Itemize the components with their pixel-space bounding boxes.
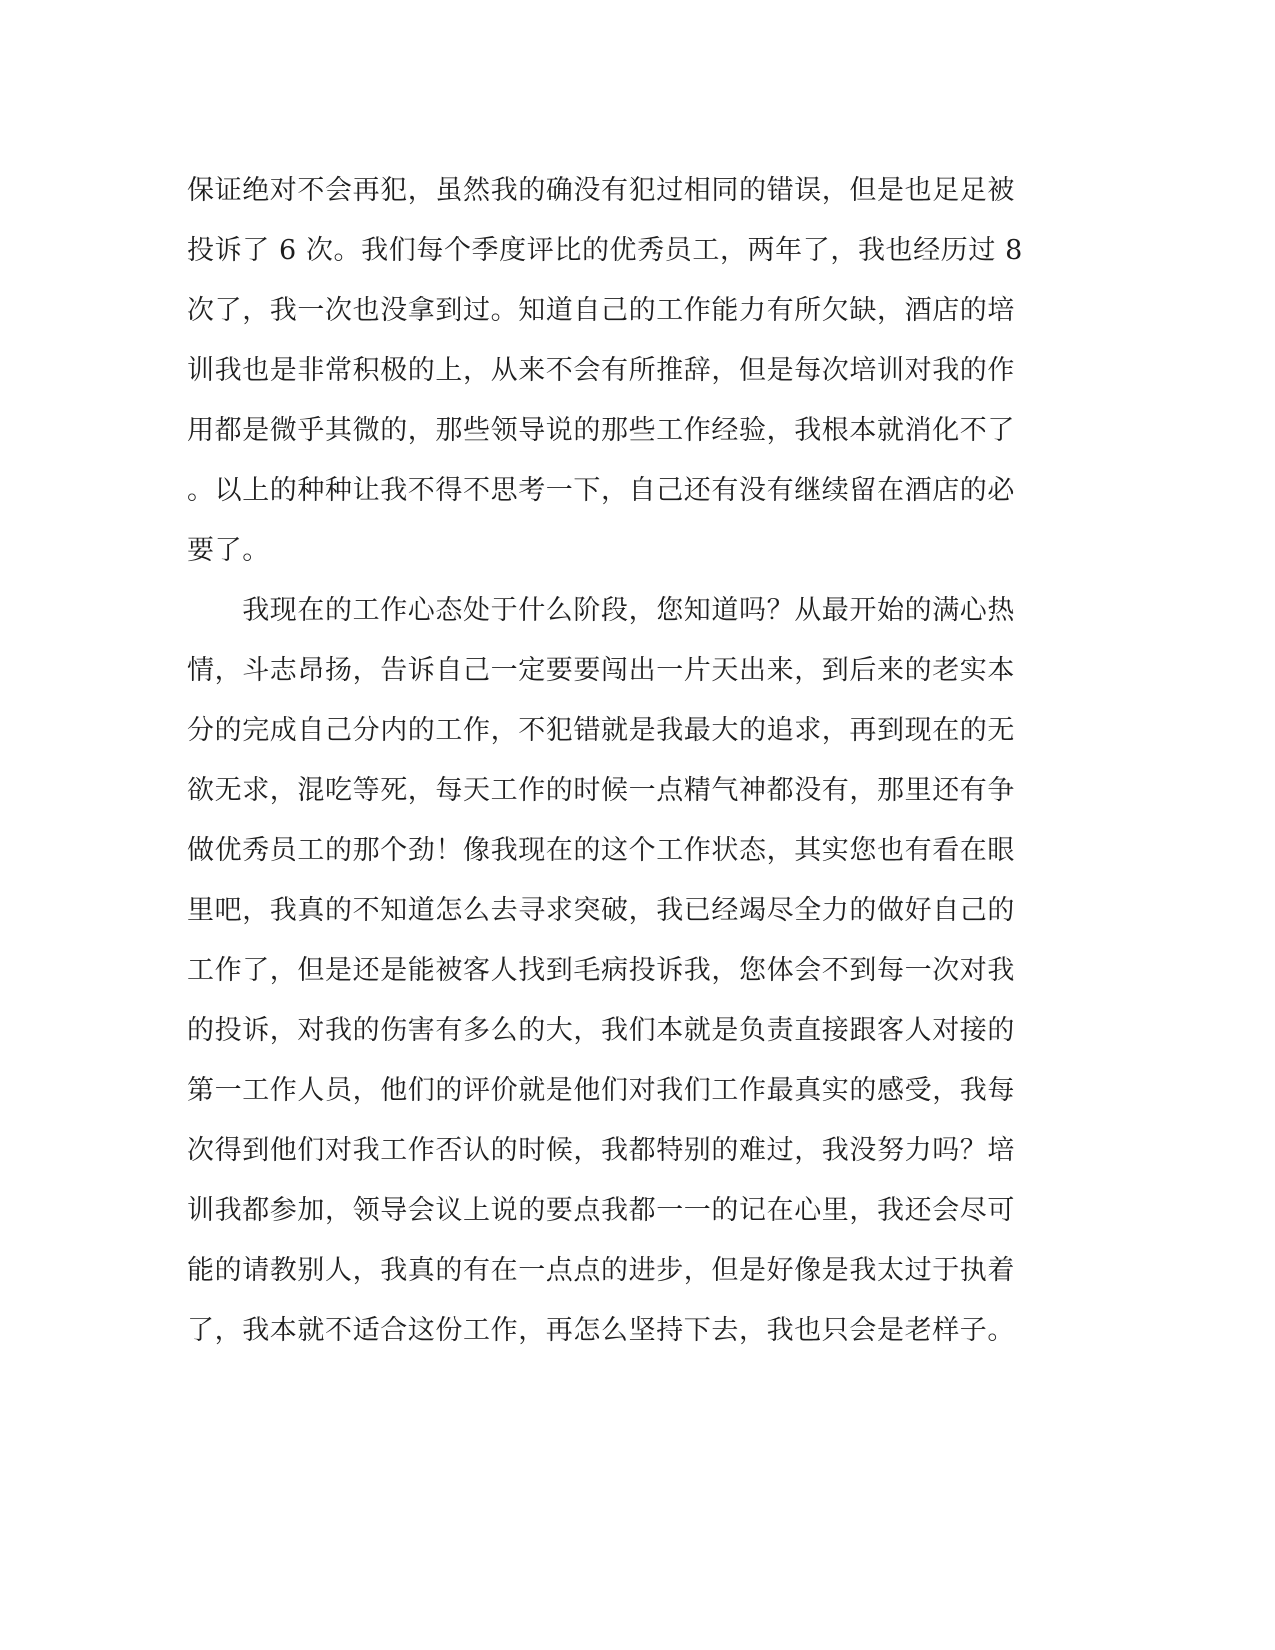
- text-line: 训我都参加，领导会议上说的要点我都一一的记在心里，我还会尽可: [187, 1195, 1015, 1226]
- text-line: 保证绝对不会再犯，虽然我的确没有犯过相同的错误，但是也足足被: [187, 175, 1015, 206]
- text-line: 要了。: [187, 535, 270, 566]
- text-line: 情，斗志昂扬，告诉自己一定要要闯出一片天出来，到后来的老实本: [187, 655, 1015, 686]
- text-line: 的投诉，对我的伤害有多么的大，我们本就是负责直接跟客人对接的: [187, 1015, 1015, 1046]
- text-line: 分的完成自己分内的工作，不犯错就是我最大的追求，再到现在的无: [187, 715, 1015, 746]
- text-line: 次了，我一次也没拿到过。知道自己的工作能力有所欠缺，酒店的培: [187, 295, 1015, 326]
- text-line: 能的请教别人，我真的有在一点点的进步，但是好像是我太过于执着: [187, 1255, 1015, 1286]
- text-line: 欲无求，混吃等死，每天工作的时候一点精气神都没有，那里还有争: [187, 775, 1015, 806]
- text-line: 用都是微乎其微的，那些领导说的那些工作经验，我根本就消化不了: [187, 415, 1015, 446]
- text-line: 。以上的种种让我不得不思考一下，自己还有没有继续留在酒店的必: [187, 475, 1015, 506]
- text-line: 工作了，但是还是能被客人找到毛病投诉我，您体会不到每一次对我: [187, 955, 1015, 986]
- text-line: 次得到他们对我工作否认的时候，我都特别的难过，我没努力吗？培: [187, 1135, 1015, 1166]
- text-line: 了，我本就不适合这份工作，再怎么坚持下去，我也只会是老样子。: [187, 1315, 1015, 1346]
- text-line: 投诉了 6 次。我们每个季度评比的优秀员工，两年了，我也经历过 8: [187, 235, 1023, 266]
- text-line: 做优秀员工的那个劲！像我现在的这个工作状态，其实您也有看在眼: [187, 835, 1015, 866]
- text-line: 第一工作人员，他们的评价就是他们对我们工作最真实的感受，我每: [187, 1075, 1015, 1106]
- body-text: [187, 161, 1067, 1361]
- text-line: 训我也是非常积极的上，从来不会有所推辞，但是每次培训对我的作: [187, 355, 1015, 386]
- text-line: 我现在的工作心态处于什么阶段，您知道吗？从最开始的满心热: [187, 595, 1015, 626]
- text-line: 里吧，我真的不知道怎么去寻求突破，我已经竭尽全力的做好自己的: [187, 895, 1015, 926]
